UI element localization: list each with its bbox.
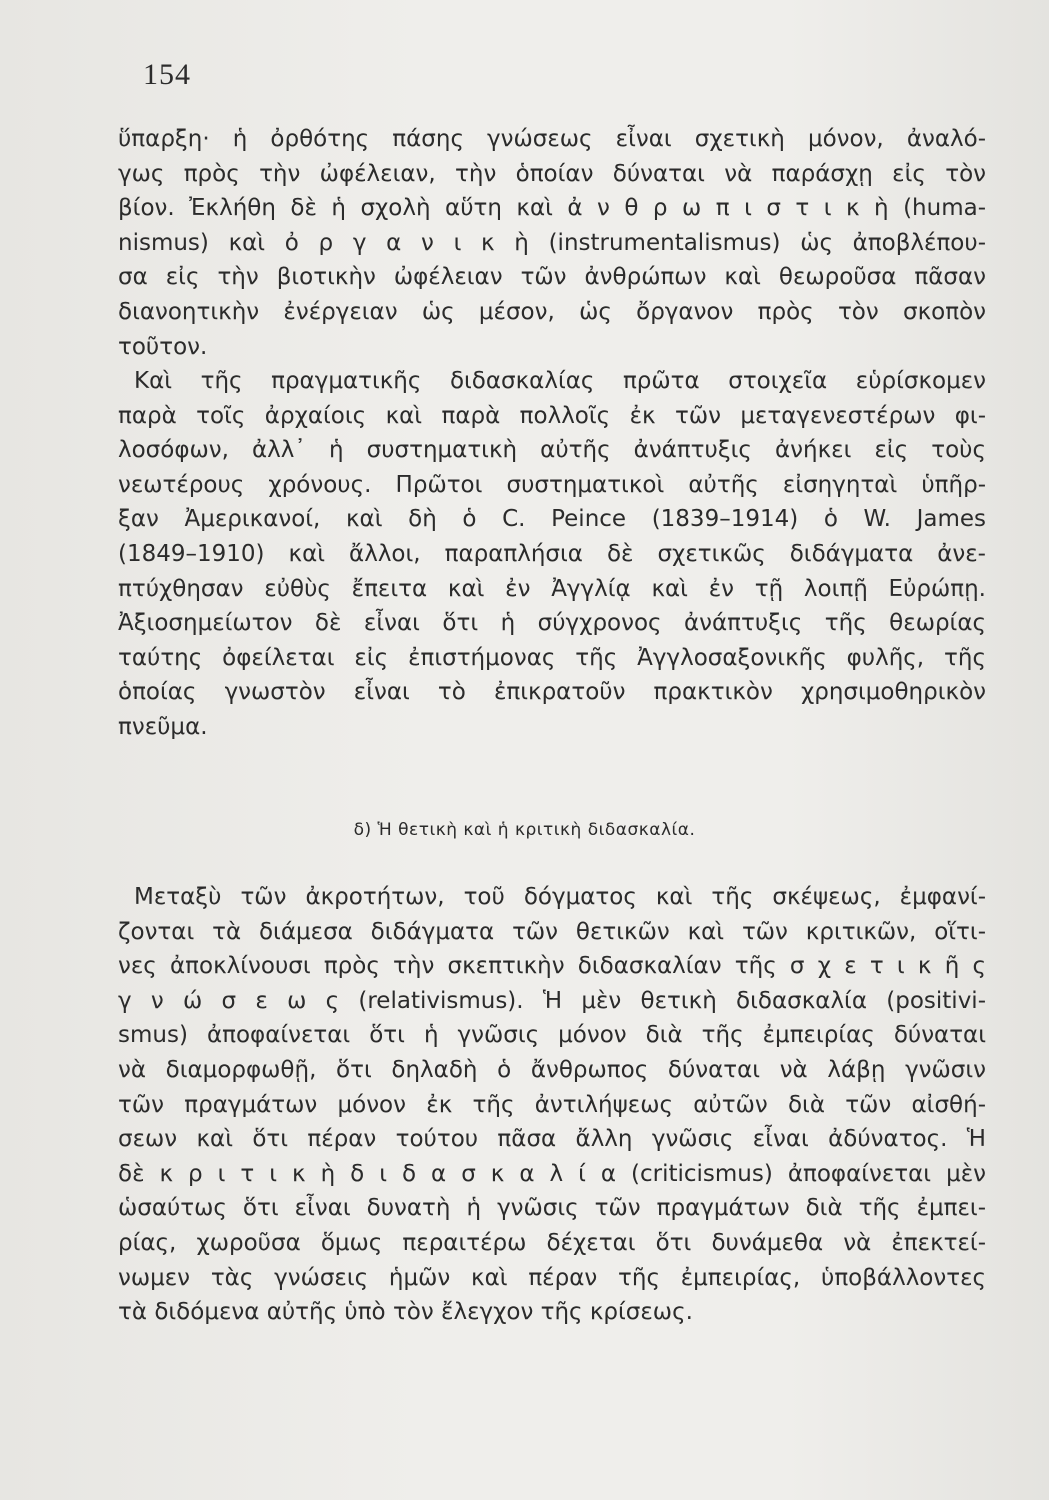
text-line: Καὶ τῆς πραγματικῆς διδασκαλίας πρῶτα στοιχεῖα εὑρίσκομεν: [134, 368, 986, 394]
text-line: τοῦτον.: [118, 333, 208, 360]
paragraph-pragmatism-history: [118, 364, 986, 745]
text-line: nismus) καὶ ὀ ρ γ α ν ι κ ὴ (instrumentalismus) ὡς ἀποβλέπου-: [118, 229, 986, 256]
text-line: ρίας, χωροῦσα ὅμως περαιτέρω δέχεται ὅτι δυνάμεθα νὰ ἐπεκτεί-: [118, 1229, 986, 1256]
paragraph-pragmatism-continued: [118, 122, 986, 364]
page-number: 154: [143, 58, 191, 91]
text-line: σεων καὶ ὅτι πέραν τούτου πᾶσα ἄλλη γνῶσις εἶναι ἀδύνατος. Ἡ: [118, 1126, 986, 1153]
text-line: Ἀξιοσημείωτον δὲ εἶναι ὅτι ἡ σύγχρονος ἀνάπτυξις τῆς θεωρίας: [118, 610, 986, 637]
text-line: νες ἀποκλίνουσι πρὸς τὴν σκεπτικὴν διδασκαλίαν τῆς σ χ ε τ ι κ ῆ ς: [118, 953, 986, 980]
text-line: πνεῦμα.: [118, 713, 208, 740]
text-line: νὰ διαμορφωθῇ, ὅτι δηλαδὴ ὁ ἄνθρωπος δύναται νὰ λάβῃ γνῶσιν: [118, 1056, 986, 1083]
section-heading: δ) Ἡ θετικὴ καὶ ἡ κριτικὴ διδασκαλία.: [353, 820, 696, 840]
text-line: παρὰ τοῖς ἀρχαίοις καὶ παρὰ πολλοῖς ἐκ τῶν μεταγενεστέρων φι-: [118, 402, 986, 429]
paragraph-positivism-criticism: [118, 880, 986, 1330]
text-line: νωμεν τὰς γνώσεις ἡμῶν καὶ πέραν τῆς ἐμπειρίας, ὑποβάλλοντες: [118, 1264, 986, 1291]
text-line: γως πρὸς τὴν ὠφέλειαν, τὴν ὁποίαν δύναται νὰ παράσχῃ εἰς τὸν: [118, 160, 986, 187]
text-line: τὰ διδόμενα αὐτῆς ὑπὸ τὸν ἔλεγχον τῆς κρίσεως.: [118, 1299, 693, 1326]
text-line: ξαν Ἀμερικανοί, καὶ δὴ ὁ C. Peince (1839–1914) ὁ W. James: [118, 506, 986, 533]
text-line: ὁποίας γνωστὸν εἶναι τὸ ἐπικρατοῦν πρακτικὸν χρησιμοθηρικὸν: [118, 679, 986, 706]
text-line: τῶν πραγμάτων μόνον ἐκ τῆς ἀντιλήψεως αὐτῶν διὰ τῶν αἰσθή-: [118, 1091, 986, 1118]
text-line: ὕπαρξη· ἡ ὀρθότης πάσης γνώσεως εἶναι σχετικὴ μόνον, ἀναλό-: [118, 126, 986, 152]
text-line: ζονται τὰ διάμεσα διδάγματα τῶν θετικῶν καὶ τῶν κριτικῶν, οἵτι-: [118, 918, 986, 945]
text-line: λοσόφων, ἀλλ᾽ ἡ συστηματικὴ αὐτῆς ἀνάπτυξις ἀνήκει εἰς τοὺς: [118, 437, 986, 464]
text-line: νεωτέρους χρόνους. Πρῶτοι συστηματικοὶ αὐτῆς εἰσηγηταὶ ὑπῆρ-: [118, 471, 986, 498]
text-line: ὡσαύτως ὅτι εἶναι δυνατὴ ἡ γνῶσις τῶν πραγμάτων διὰ τῆς ἐμπει-: [118, 1195, 986, 1222]
text-line: (1849–1910) καὶ ἄλλοι, παραπλήσια δὲ σχετικῶς διδάγματα ἀνε-: [118, 540, 986, 567]
text-line: γ ν ώ σ ε ω ς (relativismus). Ἡ μὲν θετικὴ διδασκαλία (positivi-: [118, 987, 986, 1014]
text-line: σα εἰς τὴν βιοτικὴν ὠφέλειαν τῶν ἀνθρώπων καὶ θεωροῦσα πᾶσαν: [118, 264, 986, 291]
text-line: πτύχθησαν εὐθὺς ἔπειτα καὶ ἐν Ἀγγλίᾳ καὶ ἐν τῇ λοιπῇ Εὐρώπῃ.: [118, 575, 986, 602]
text-line: δὲ κ ρ ι τ ι κ ὴ δ ι δ α σ κ α λ ί α (criticismus) ἀποφαίνεται μὲν: [118, 1160, 986, 1187]
text-line: διανοητικὴν ἐνέργειαν ὡς μέσον, ὡς ὄργανον πρὸς τὸν σκοπὸν: [118, 298, 986, 325]
text-line: ταύτης ὀφείλεται εἰς ἐπιστήμονας τῆς Ἀγγλοσαξονικῆς φυλῆς, τῆς: [118, 644, 986, 671]
text-line: Μεταξὺ τῶν ἀκροτήτων, τοῦ δόγματος καὶ τῆς σκέψεως, ἐμφανί-: [134, 884, 986, 910]
text-line: βίον. Ἐκλήθη δὲ ἡ σχολὴ αὕτη καὶ ἀ ν θ ρ ω π ι σ τ ι κ ὴ (huma-: [118, 195, 986, 222]
text-line: smus) ἀποφαίνεται ὅτι ἡ γνῶσις μόνον διὰ τῆς ἐμπειρίας δύναται: [118, 1022, 986, 1049]
